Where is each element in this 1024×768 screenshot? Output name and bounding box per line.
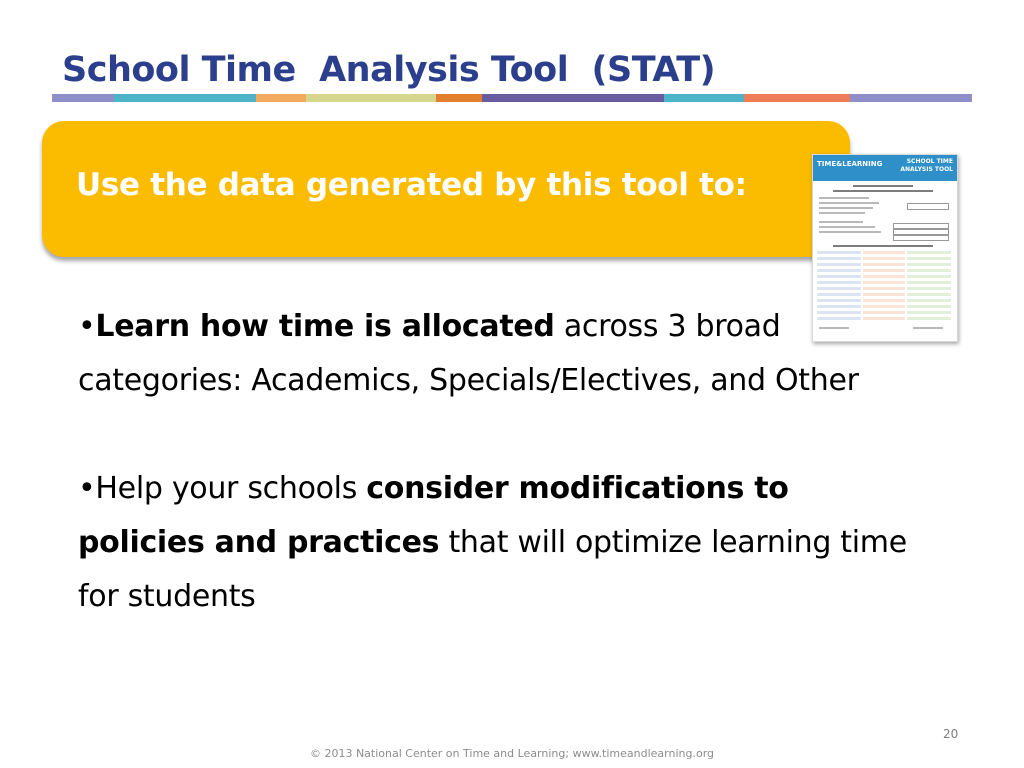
rule-segment [850,94,972,102]
thumbnail-tool-name-line1: SCHOOL TIME [906,158,953,165]
bullet-item [78,300,918,408]
title-underline-rule [52,94,972,102]
thumbnail-row [819,207,873,209]
thumbnail-cell [907,203,949,210]
thumbnail-logo: TIME&LEARNING [817,160,883,168]
thumbnail-row [819,226,875,228]
bullet-marker: • [78,309,96,344]
slide-title: School Time Analysis Tool (STAT) [62,50,716,90]
rule-segment [114,94,256,102]
bullet-bold-text: consider modifications to policies and practices [78,471,789,560]
rule-segment [664,94,744,102]
rule-segment [482,94,664,102]
thumbnail-row [819,221,863,223]
rule-segment [744,94,850,102]
bullet-text: that will optimize learning time for students [78,525,907,614]
banner-text: Use the data generated by this tool to: [76,167,747,203]
thumbnail-row [819,212,865,214]
thumbnail-row [819,197,869,199]
rule-segment [52,94,114,102]
bullet-spacer [78,408,918,462]
thumbnail-row [819,202,879,204]
rule-segment [306,94,436,102]
thumbnail-row [819,231,881,233]
bullet-marker: • [78,471,96,506]
thumbnail-row [833,190,933,192]
footer-copyright: © 2013 National Center on Time and Learning; www.timeandlearning.org [309,747,715,760]
bullet-bold-text: Learn how time is allocated [95,309,555,344]
thumbnail-tool-name [893,158,953,174]
rule-segment [256,94,306,102]
thumbnail-header [813,155,957,181]
rule-segment [436,94,482,102]
bullet-text: Help your schools [95,471,367,506]
bullet-text: across 3 broad categories: Academics, Specials/Electives, and Other [78,309,859,398]
thumbnail-tool-name-line2: ANALYSIS TOOL [900,166,953,173]
bullet-list [78,300,918,624]
page-number: 20 [943,727,959,741]
thumbnail-cell [893,235,949,241]
thumbnail-row [833,245,933,247]
thumbnail-row [853,185,913,187]
banner [42,121,850,257]
bullet-item [78,462,918,624]
